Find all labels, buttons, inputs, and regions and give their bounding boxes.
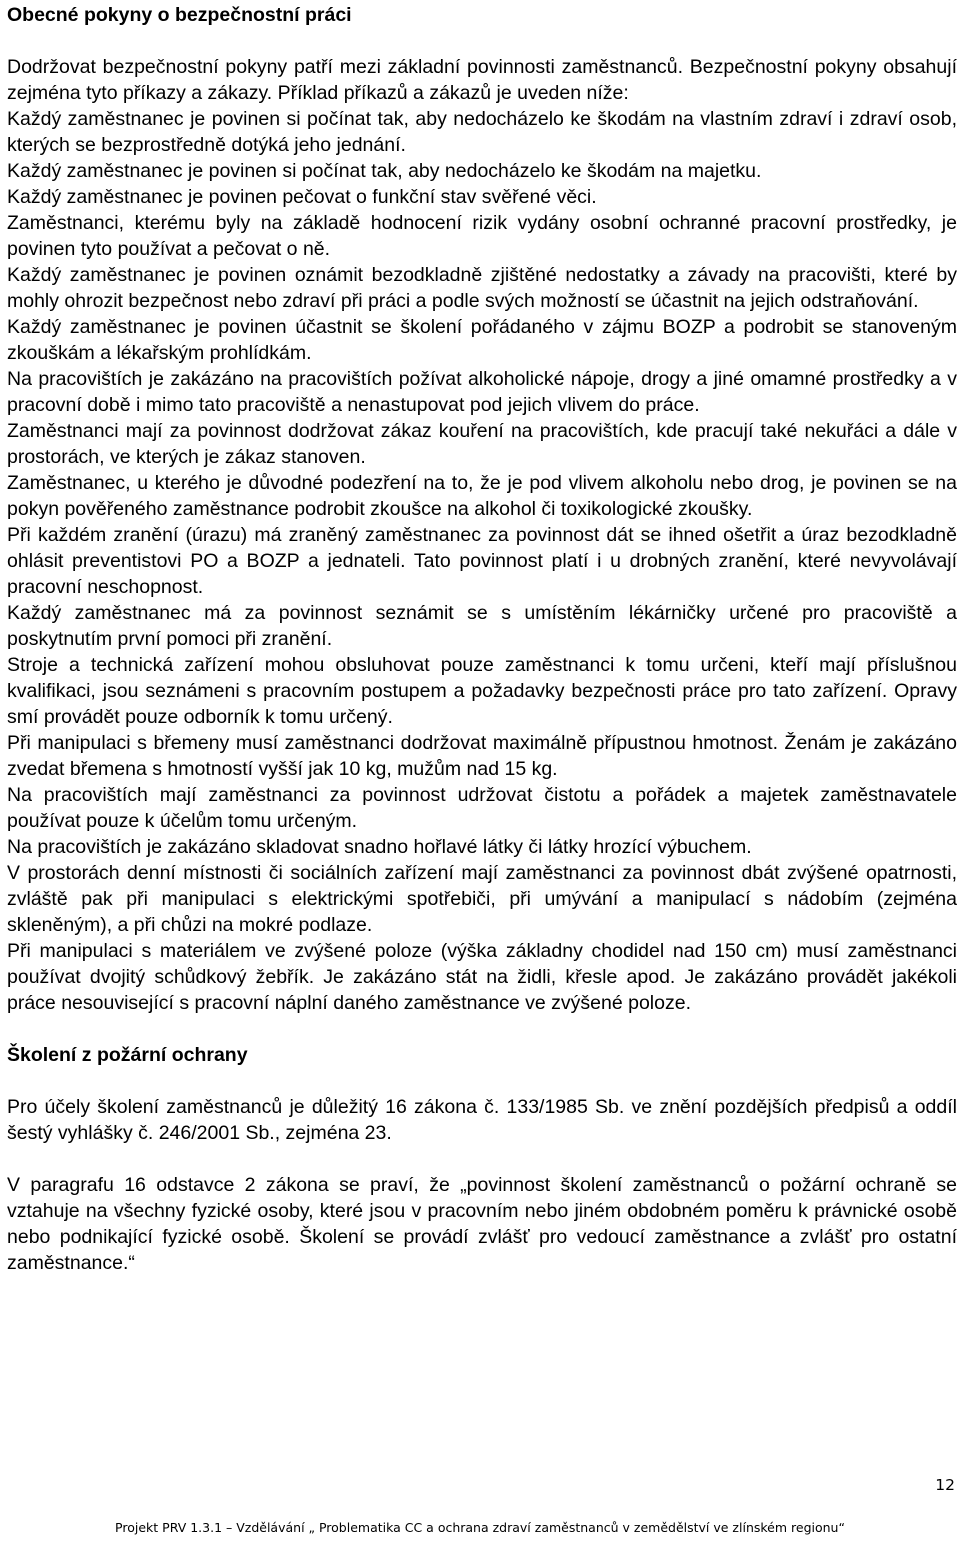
rule-paragraph: Každý zaměstnanec má za povinnost seznámit se s umístěním lékárničky určené pro pracoviště a poskytnutím první pomoci při zranění. <box>7 602 957 650</box>
rule-paragraph: Každý zaměstnanec je povinen pečovat o funkční stav svěřené věci. <box>7 186 597 208</box>
section-heading-fire-protection: Školení z požární ochrany <box>7 1044 248 1066</box>
rule-paragraph: Zaměstnanci, kterému byly na základě hodnocení rizik vydány osobní ochranné pracovní prostředky, je povinen tyto používat a pečovat o ně. <box>7 212 957 260</box>
safety-rules-section <box>7 54 957 1016</box>
rule-paragraph: Zaměstnanci mají za povinnost dodržovat zákaz kouření na pracovištích, kde pracují také nekuřáci a dále v prostorách, ve kterých je zákaz stanoven. <box>7 420 957 468</box>
rule-paragraph: Stroje a technická zařízení mohou obsluhovat pouze zaměstnanci k tomu určeni, kteří mají příslušnou kvalifikaci, jsou seznámeni s pracovním postupem a požadavky bezpečnosti práce pro tato zařízení. Opravy smí provádět pouze odborník k tomu určený. <box>7 654 957 728</box>
rule-paragraph: Každý zaměstnanec je povinen účastnit se školení pořádaného v zájmu BOZP a podrobit se stanoveným zkouškám a lékařským prohlídkám. <box>7 316 957 364</box>
rule-paragraph: Každý zaměstnanec je povinen oznámit bezodkladně zjištěné nedostatky a závady na pracovišti, které by mohly ohrozit bezpečnost nebo zdraví při práci a podle svých možností se účastnit na jejich odstraňování. <box>7 264 957 312</box>
fire-training-quote-paragraph: V paragrafu 16 odstavce 2 zákona se praví, že „povinnost školení zaměstnanců o požární ochraně se vztahuje na všechny fyzické osoby, které jsou v pracovním nebo jiném obdobném poměru k právnické osobě nebo podnikající fyzické osobě. Školení se provádí zvlášť pro vedoucí zaměstnance a zvlášť pro ostatní zaměstnance.“ <box>7 1174 957 1274</box>
document-page <box>7 0 957 1276</box>
fire-training-paragraph: Pro účely školení zaměstnanců je důležitý 16 zákona č. 133/1985 Sb. ve znění pozdějších předpisů a oddíl šestý vyhlášky č. 246/2001 Sb., zejména 23. <box>7 1096 957 1144</box>
rule-paragraph: Každý zaměstnanec je povinen si počínat tak, aby nedocházelo ke škodám na majetku. <box>7 160 762 182</box>
page-number: 12 <box>935 1476 955 1494</box>
section-heading-safety: Obecné pokyny o bezpečnostní práci <box>7 4 352 26</box>
rule-paragraph: Dodržovat bezpečnostní pokyny patří mezi základní povinnosti zaměstnanců. Bezpečnostní pokyny obsahují zejména tyto příkazy a zákazy. Příklad příkazů a zákazů je uveden níže: <box>7 56 957 104</box>
rule-paragraph: V prostorách denní místnosti či sociálních zařízení mají zaměstnanci za povinnost dbát zvýšené opatrnosti, zvláště pak při manipulaci s elektrickými spotřebiči, při umývání a manipulací s nádobím (zejména skleněným), a při chůzi na mokré podlaze. <box>7 862 957 936</box>
rule-paragraph: Na pracovištích je zakázáno na pracovištích požívat alkoholické nápoje, drogy a jiné omamné prostředky a v pracovní době i mimo tato pracoviště a nenastupovat pod jejich vlivem do práce. <box>7 368 957 416</box>
page-footer: Projekt PRV 1.3.1 – Vzdělávání „ Problematika CC a ochrana zdraví zaměstnanců v zemědělství ve zlínském regionu“ <box>115 1520 845 1535</box>
rule-paragraph: Zaměstnanec, u kterého je důvodné podezření na to, že je pod vlivem alkoholu nebo drog, je povinen se na pokyn pověřeného zaměstnance podrobit zkoušce na alkohol či toxikologické zkoušky. <box>7 472 957 520</box>
rule-paragraph: Na pracovištích je zakázáno skladovat snadno hořlavé látky či látky hrozící výbuchem. <box>7 836 752 858</box>
rule-paragraph: Každý zaměstnanec je povinen si počínat tak, aby nedocházelo ke škodám na vlastním zdraví i zdraví osob, kterých se bezprostředně dotýká jeho jednání. <box>7 108 957 156</box>
rule-paragraph: Na pracovištích mají zaměstnanci za povinnost udržovat čistotu a pořádek a majetek zaměstnavatele používat pouze k účelům tomu určeným. <box>7 784 957 832</box>
rule-paragraph: Při manipulaci s břemeny musí zaměstnanci dodržovat maximálně přípustnou hmotnost. Ženám je zakázáno zvedat břemena s hmotností vyšší jak 10 kg, mužům nad 15 kg. <box>7 732 957 780</box>
rule-paragraph: Při manipulaci s materiálem ve zvýšené poloze (výška základny chodidel nad 150 cm) musí zaměstnanci používat dvojitý schůdkový žebřík. Je zakázáno stát na židli, křesle apod. Je zakázáno provádět jakékoli práce nesouvisející s pracovní náplní daného zaměstnance ve zvýšené poloze. <box>7 940 957 1014</box>
rule-paragraph: Při každém zranění (úrazu) má zraněný zaměstnanec za povinnost dát se ihned ošetřit a úraz bezodkladně ohlásit preventistovi PO a BOZP a jednateli. Tato povinnost platí i u drobných zranění, které nevyvolávají pracovní neschopnost. <box>7 524 957 598</box>
